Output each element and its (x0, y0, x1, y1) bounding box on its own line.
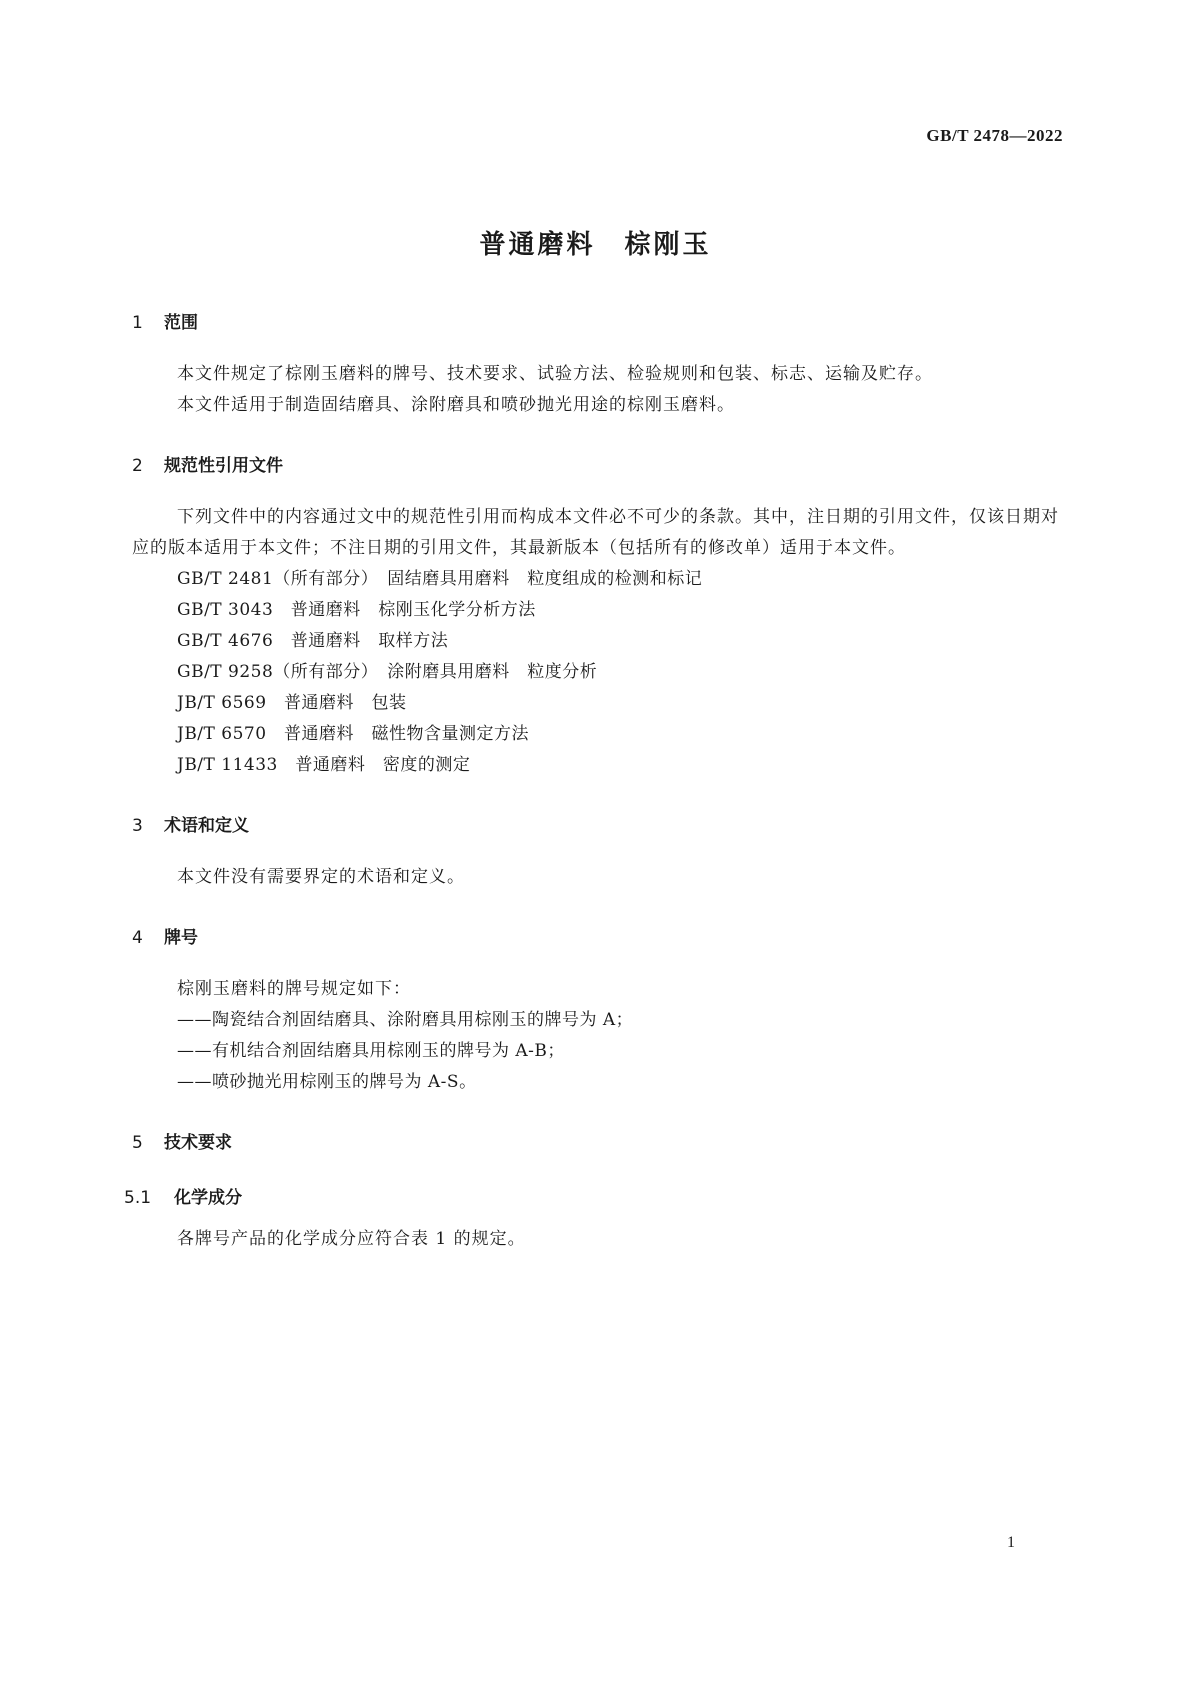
section-5-1-heading (124, 1183, 1062, 1208)
reference-item: GB/T 2481（所有部分） 固结磨具用磨料 粒度组成的检测和标记 (177, 569, 703, 589)
paragraph: 下列文件中的内容通过文中的规范性引用而构成本文件必不可少的条款。其中，注日期的引用文件，仅该日期对应的版本适用于本文件；不注日期的引用文件，其最新版本（包括所有的修改单）适用于本文件。 (132, 507, 1059, 558)
section-2-heading (132, 451, 1062, 476)
reference-item: JB/T 6569 普通磨料 包装 (177, 693, 407, 713)
section-title: 牌号 (164, 928, 198, 948)
section-1-heading (132, 308, 1062, 333)
reference-item: GB/T 3043 普通磨料 棕刚玉化学分析方法 (177, 600, 536, 620)
section-number: 5.1 (124, 1188, 152, 1208)
paragraph: 本文件没有需要界定的术语和定义。 (177, 867, 465, 887)
section-title: 术语和定义 (164, 816, 249, 836)
section-number: 4 (132, 928, 143, 948)
section-number: 5 (132, 1133, 143, 1153)
section-5-heading (132, 1128, 1062, 1153)
reference-item: GB/T 4676 普通磨料 取样方法 (177, 631, 449, 651)
reference-item: JB/T 11433 普通磨料 密度的测定 (177, 755, 471, 775)
section-4-heading (132, 923, 1062, 948)
section-title: 化学成分 (174, 1188, 242, 1208)
section-number: 1 (132, 313, 143, 333)
paragraph: 本文件适用于制造固结磨具、涂附磨具和喷砂抛光用途的棕刚玉磨料。 (177, 395, 735, 415)
page-number: 1 (1007, 1534, 1015, 1551)
section-number: 2 (132, 456, 143, 476)
reference-item: JB/T 6570 普通磨料 磁性物含量测定方法 (177, 724, 530, 744)
section-number: 3 (132, 816, 143, 836)
list-item: ——喷砂抛光用棕刚玉的牌号为 A-S。 (177, 1072, 477, 1092)
standard-code: GB/T 2478—2022 (926, 126, 1063, 145)
section-title: 技术要求 (164, 1133, 232, 1153)
document-body (124, 313, 1062, 1255)
paragraph: 棕刚玉磨料的牌号规定如下： (177, 979, 411, 999)
section-title: 范围 (164, 313, 198, 333)
section-title: 规范性引用文件 (164, 456, 283, 476)
reference-item: GB/T 9258（所有部分） 涂附磨具用磨料 粒度分析 (177, 662, 598, 682)
paragraph: 各牌号产品的化学成分应符合表 1 的规定。 (177, 1229, 526, 1249)
paragraph: 本文件规定了棕刚玉磨料的牌号、技术要求、试验方法、检验规则和包装、标志、运输及贮存。 (177, 364, 933, 384)
list-item: ——有机结合剂固结磨具用棕刚玉的牌号为 A-B； (177, 1041, 565, 1061)
document-title: 普通磨料 棕刚玉 (479, 230, 712, 260)
list-item: ——陶瓷结合剂固结磨具、涂附磨具用棕刚玉的牌号为 A； (177, 1010, 634, 1030)
section-3-heading (132, 811, 1062, 836)
